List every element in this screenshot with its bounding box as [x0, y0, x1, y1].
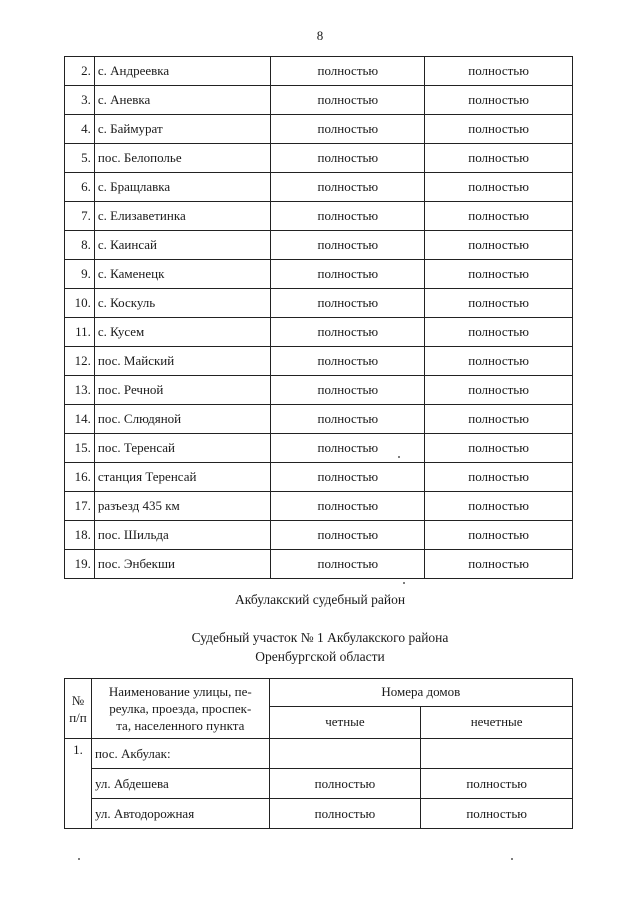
- row-odd: полностью: [425, 86, 573, 115]
- row-even: полностью: [271, 231, 425, 260]
- row-num: 3.: [65, 86, 95, 115]
- row-num: 1.: [65, 739, 92, 829]
- table-row: [65, 144, 573, 173]
- header-name-line2: реулка, проезда, проспек-: [109, 701, 252, 716]
- row-num: 12.: [65, 347, 95, 376]
- row-odd: полностью: [425, 463, 573, 492]
- addresses-table-top-body: [65, 57, 573, 579]
- section-title-line2: Оренбургской области: [255, 649, 385, 664]
- table-row: [65, 115, 573, 144]
- table-row: [65, 289, 573, 318]
- table-row: [65, 260, 573, 289]
- row-name: с. Коскуль: [94, 289, 271, 318]
- row-name: ул. Автодорожная: [91, 799, 269, 829]
- row-even: полностью: [271, 144, 425, 173]
- row-num: 18.: [65, 521, 95, 550]
- row-name: пос. Энбекши: [94, 550, 271, 579]
- header-name-line1: Наименование улицы, пе-: [108, 684, 252, 699]
- section-title: [0, 628, 640, 666]
- header-odd: нечетные: [421, 706, 573, 738]
- header-even: четные: [269, 706, 421, 738]
- row-name: с. Бращлавка: [94, 173, 271, 202]
- row-name: пос. Майский: [94, 347, 271, 376]
- scan-speck: [403, 582, 405, 584]
- table-row: [65, 57, 573, 86]
- addresses-table-top: [64, 56, 573, 579]
- row-odd: полностью: [425, 144, 573, 173]
- row-odd: полностью: [425, 202, 573, 231]
- row-odd: [421, 739, 573, 769]
- page-number: 8: [316, 28, 324, 43]
- table-header-row: [65, 679, 573, 707]
- row-num: 11.: [65, 318, 95, 347]
- row-even: полностью: [269, 769, 421, 799]
- addresses-table-bottom: [64, 678, 573, 829]
- row-even: полностью: [271, 318, 425, 347]
- row-odd: полностью: [425, 550, 573, 579]
- table-row: [65, 492, 573, 521]
- row-odd: полностью: [425, 347, 573, 376]
- scan-speck: [78, 858, 80, 860]
- row-num: 10.: [65, 289, 95, 318]
- header-name-line3: та, населенного пункта: [116, 718, 245, 733]
- table-row: [65, 463, 573, 492]
- row-even: полностью: [271, 376, 425, 405]
- row-even: полностью: [271, 463, 425, 492]
- row-name: пос. Речной: [94, 376, 271, 405]
- row-even: полностью: [271, 86, 425, 115]
- scan-speck: [398, 456, 400, 458]
- table-row: [65, 347, 573, 376]
- row-name: с. Каинсай: [94, 231, 271, 260]
- header-num: [65, 679, 92, 739]
- row-name: пос. Белополье: [94, 144, 271, 173]
- row-num: 7.: [65, 202, 95, 231]
- row-num: 2.: [65, 57, 95, 86]
- row-name: пос. Теренсай: [94, 434, 271, 463]
- row-odd: полностью: [425, 57, 573, 86]
- header-houses: Номера домов: [269, 679, 572, 707]
- row-even: полностью: [271, 405, 425, 434]
- row-name: пос. Акбулак:: [91, 739, 269, 769]
- row-num: 4.: [65, 115, 95, 144]
- row-num: 14.: [65, 405, 95, 434]
- row-even: [269, 739, 421, 769]
- row-name: с. Кусем: [94, 318, 271, 347]
- row-name: с. Аневка: [94, 86, 271, 115]
- row-odd: полностью: [425, 492, 573, 521]
- row-even: полностью: [271, 521, 425, 550]
- row-odd: полностью: [421, 799, 573, 829]
- table-row: [65, 376, 573, 405]
- row-odd: полностью: [425, 260, 573, 289]
- row-num: 17.: [65, 492, 95, 521]
- row-name: станция Теренсай: [94, 463, 271, 492]
- row-odd: полностью: [425, 289, 573, 318]
- table-row: [65, 231, 573, 260]
- row-even: полностью: [271, 115, 425, 144]
- row-even: полностью: [271, 289, 425, 318]
- row-even: полностью: [271, 57, 425, 86]
- row-odd: полностью: [425, 173, 573, 202]
- scan-speck: [511, 858, 513, 860]
- row-even: полностью: [271, 550, 425, 579]
- row-num: 9.: [65, 260, 95, 289]
- table-row: [65, 173, 573, 202]
- district-title: Акбулакский судебный район: [234, 592, 406, 607]
- header-name: [91, 679, 269, 739]
- table-row: [65, 521, 573, 550]
- row-odd: полностью: [425, 318, 573, 347]
- row-num: 5.: [65, 144, 95, 173]
- row-num: 6.: [65, 173, 95, 202]
- row-name: разъезд 435 км: [94, 492, 271, 521]
- table-row: [65, 769, 573, 799]
- row-odd: полностью: [425, 434, 573, 463]
- row-num: 19.: [65, 550, 95, 579]
- row-name: пос. Слюдяной: [94, 405, 271, 434]
- row-name: ул. Абдешева: [91, 769, 269, 799]
- row-odd: полностью: [425, 115, 573, 144]
- row-name: с. Каменецк: [94, 260, 271, 289]
- row-even: полностью: [269, 799, 421, 829]
- row-num: 15.: [65, 434, 95, 463]
- row-name: с. Елизаветинка: [94, 202, 271, 231]
- table-row: [65, 405, 573, 434]
- row-even: полностью: [271, 260, 425, 289]
- row-even: полностью: [271, 202, 425, 231]
- row-name: пос. Шильда: [94, 521, 271, 550]
- row-even: полностью: [271, 492, 425, 521]
- table-row: [65, 318, 573, 347]
- row-odd: полностью: [421, 769, 573, 799]
- row-name: с. Баймурат: [94, 115, 271, 144]
- row-odd: полностью: [425, 376, 573, 405]
- table-row: [65, 86, 573, 115]
- row-even: полностью: [271, 434, 425, 463]
- row-num: 16.: [65, 463, 95, 492]
- header-num-line1: №: [71, 692, 85, 708]
- row-even: полностью: [271, 173, 425, 202]
- row-num: 8.: [65, 231, 95, 260]
- row-odd: полностью: [425, 521, 573, 550]
- table-row: [65, 202, 573, 231]
- table-row: [65, 799, 573, 829]
- table-row: [65, 739, 573, 769]
- table-row: [65, 550, 573, 579]
- row-even: полностью: [271, 347, 425, 376]
- section-title-line1: Судебный участок № 1 Акбулакского района: [191, 630, 449, 645]
- header-num-line2: п/п: [69, 709, 87, 725]
- row-name: с. Андреевка: [94, 57, 271, 86]
- row-odd: полностью: [425, 405, 573, 434]
- row-odd: полностью: [425, 231, 573, 260]
- table-row: [65, 434, 573, 463]
- row-num: 13.: [65, 376, 95, 405]
